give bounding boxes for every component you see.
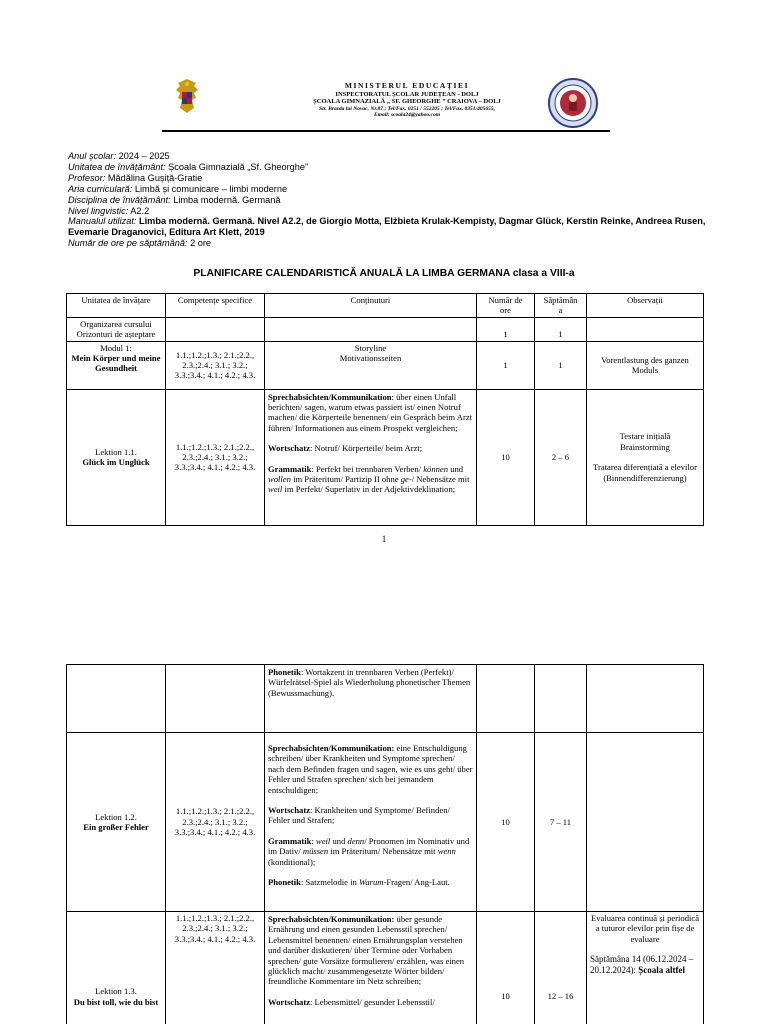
row-l11-unit: Lektion 1.1. Glück im Unglück: [67, 389, 166, 525]
info-area: Aria curriculară: Limbă și comunicare – limbi moderne: [68, 183, 288, 194]
row-l11-observations: Testare inițială Brainstorming Tratarea diferențiată a elevilor (Binnendifferenzierung): [587, 389, 704, 525]
info-hours: Număr de ore pe săptămână: 2 ore: [68, 238, 212, 249]
planning-table: [66, 293, 704, 526]
table-row: [67, 389, 704, 525]
row-l13-competences: 1.1.;1.2.;1.3.; 2.1.;2.2., 2.3.;2.4.; 3.1.; 3.2.; 3.3.;3.4.; 4.1.; 4.2.; 4.3.: [166, 912, 265, 1024]
row-modul-contents: Storyline Motivationsseiten: [265, 341, 477, 389]
l11-communication: Sprechabsichten/Kommunikation: über einen Unfall berichten/ sagen, warum etwas passiert ist/ einen Notruf machen/ die Körperteile benennen/ ein Gespräch beim Arzt führen/ Informationen aus einem Prospekt vergleichen;: [268, 391, 473, 433]
row-l13-unit: Lektion 1.3. Du bist toll, wie du bist: [67, 912, 166, 1024]
row-l12-week: 7 – 11: [535, 733, 587, 912]
row-l11-competences: 1.1.;1.2.;1.3.; 2.1.;2.2., 2.3.;2.4.; 3.1.; 3.2.; 3.3.;3.4.; 4.1.; 4.2.; 4.3.: [166, 389, 265, 525]
row-modul-competences: 1.1.;1.2.;1.3.; 2.1.;2.2., 2.3.;2.4.; 3.1.; 3.2.; 3.3.;3.4.; 4.1.; 4.2.; 4.3.: [166, 341, 265, 389]
row-l11-week: 2 – 6: [535, 389, 587, 525]
row-l13-contents: Sprechabsichten/Kommunikation: über gesunde Ernährung und einen gesunden Lebensstil sprechen/ Lebensmittel benennen/ einen Ernährungsplan verstehen und darüber diskutieren/ über Termine oder Vorhaben sprechen/ gute Vorsätze formulieren/ erzählen, was einen glücklich macht/ zusammengesetzte Wörter bilden/ freundliche Kommentare im Netz schreiben; Wortschatz: Lebensmittel/ gesunder Lebensstil/: [265, 912, 477, 1024]
row-org-hours: 1: [477, 317, 535, 341]
header-observations: Observații: [587, 294, 704, 318]
l11-vocabulary: Wortschatz: Notruf/ Körperteile/ beim Arzt;: [268, 443, 423, 454]
table-row: [67, 733, 704, 912]
row-l12-unit: Lektion 1.2. Ein großer Fehler: [67, 733, 166, 912]
row-l13-hours: 10: [477, 912, 535, 1024]
info-discipline: Disciplina de învățământ: Limba modernă. Germană: [68, 194, 281, 205]
page-number: 1: [381, 534, 387, 544]
table-row: [67, 341, 704, 389]
info-teacher: Profesor: Mădălina Gușiță-Gratie: [68, 172, 203, 183]
info-year: Anul școlar: 2024 – 2025: [68, 151, 170, 161]
row-modul-unit: Modul 1: Mein Körper und meine Gesundheit: [67, 341, 166, 389]
header-week: Săptămân a: [535, 294, 587, 318]
school-email: Email: scoala24@yahoo.com: [374, 111, 440, 118]
row-phonetics-contents: Phonetik: Wortakzent in trennbaren Verben (Perfekt)/ Würfelrätsel-Spiel als Wiederholung phonetischer Themen (Bewussmachung).: [265, 665, 477, 733]
planning-table-continued: [66, 664, 704, 1024]
row-org-week: 1: [535, 317, 587, 341]
row-modul-observations: Vorentlastung des ganzen Moduls: [587, 341, 704, 389]
table-row: [67, 665, 704, 733]
header-contents: Conținuturi: [265, 294, 477, 318]
info-level: Nivel lingvistic: A2.2: [68, 205, 150, 216]
info-manual: Manualul utilizat: Limba modernă. Germană. Nivel A2.2, de Giorgio Motta, Elżbieta Krulak-Kempisty, Dagmar Glück, Kerstin Reinke, Andreea Rusen, Evemarie Draganovici, Editura Art Klett, 2019: [68, 216, 706, 238]
row-org-contents: [265, 317, 477, 341]
row-org-unit: Organizarea cursului Orizonturi de așteptare: [67, 317, 166, 341]
row-modul-week: 1: [535, 341, 587, 389]
school-seal-icon: [548, 78, 598, 128]
row-l13-week: 12 – 16: [535, 912, 587, 1024]
row-l12-competences: 1.1.;1.2.;1.3.; 2.1.;2.2., 2.3.;2.4.; 3.1.; 3.2.; 3.3.;3.4.; 4.1.; 4.2.; 4.3.: [166, 733, 265, 912]
ministry-name: MINISTERUL EDUCAȚIEI: [344, 81, 470, 90]
row-l12-observations: [587, 733, 704, 912]
page-title: PLANIFICARE CALENDARISTICĂ ANUALĂ LA LIMBA GERMANA clasa a VIII-a: [193, 268, 575, 279]
school-name: ȘCOALA GIMNAZIALĂ „ SF. GHEORGHE ” CRAIOVA – DOLJ: [313, 98, 501, 106]
header-competences: Competențe specifice: [166, 294, 265, 318]
letterhead-text: [272, 82, 542, 118]
romania-coat-of-arms-icon: [174, 78, 200, 114]
table-row: [67, 912, 704, 1024]
row-l12-contents: Sprechabsichten/Kommunikation: eine Entschuldigung schreiben/ über Krankheiten und Symptome sprechen/ nach dem Befinden fragen und sagen, wie es uns geht/ über Fehler und Strafen sprechen/ sich bei jemandem entschuldigen; Wortschatz: Krankheiten und Symptome/ Befinden/ Fehler und Strafen; Grammatik: weil und denn/ Pronomen im Nominativ und im Dativ/ müssen im Präteritum/ Nebensätze mit wenn (konditional); Phonetik: Satzmelodie in Warum-Fragen/ Ang-Laut.: [265, 733, 477, 912]
school-address: Str. Brazda lui Novac, Nr.87 ; Tel/Fax. 0251 / 552205 ; Tel/Fax. 0351/405655,: [319, 105, 495, 112]
row-org-observations: [587, 317, 704, 341]
row-modul-hours: 1: [477, 341, 535, 389]
header-hours: Număr de ore: [477, 294, 535, 318]
l11-grammar: Grammatik: Perfekt bei trennbaren Verben/ können und wollen im Präteritum/ Partizip II ohne ge-/ Nebensätze mit weil im Perfekt/ Superlativ in der Adjektivdeklination;: [268, 463, 470, 495]
header-unit: Unitatea de învățare: [67, 294, 166, 318]
letterhead-rule: [162, 130, 610, 132]
inspectorate-name: INSPECTORATUL ȘCOLAR JUDEȚEAN - DOLJ: [335, 90, 479, 98]
row-l11-hours: 10: [477, 389, 535, 525]
letterhead: [162, 76, 610, 134]
table-header-row: [67, 294, 704, 318]
row-l13-observations: Evaluarea continuă și periodică a tuturor elevilor prin fișe de evaluare Săptămâna 14 (06.12.2024 – 20.12.2024): Școala altfel: [587, 912, 704, 1024]
row-l12-hours: 10: [477, 733, 535, 912]
row-org-competences: [166, 317, 265, 341]
row-l11-contents: [265, 389, 477, 525]
info-unit: Unitatea de învățământ: Școala Gimnazială „Sf. Gheorghe”: [68, 161, 309, 172]
document-info: [68, 151, 708, 249]
table-row: [67, 317, 704, 341]
